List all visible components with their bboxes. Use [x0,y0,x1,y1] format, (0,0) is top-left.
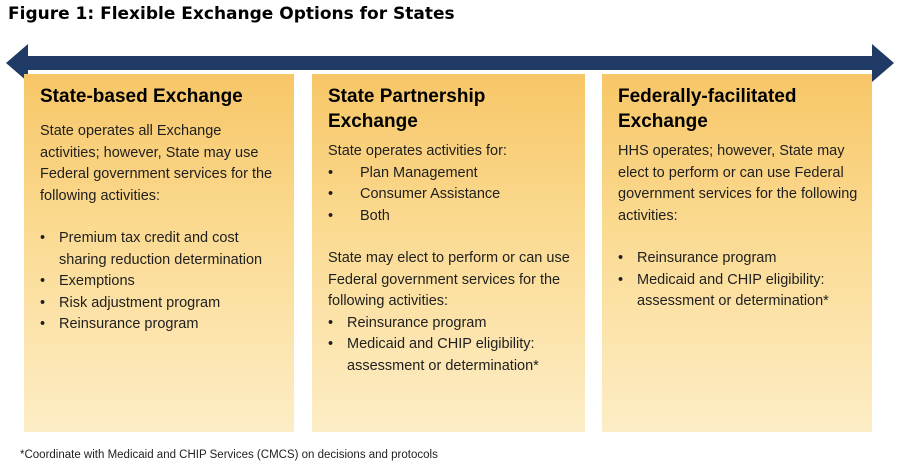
state-partnership-exchange-box [312,74,585,432]
list-item: • Risk adjustment program [40,293,282,315]
list-item: • Plan Management [328,163,573,185]
footnote: *Coordinate with Medicaid and CHIP Services (CMCS) on decisions and protocols [20,449,438,461]
list-item: • Medicaid and CHIP eligibility: assessment or determination* [618,270,860,313]
box-paragraph: State may elect to perform or can use Federal government services for the following activities: [328,250,570,309]
figure-title: Figure 1: Flexible Exchange Options for States [8,4,455,24]
activities-list [40,228,282,336]
list-item: • Reinsurance program [328,313,573,335]
federally-facilitated-exchange-box [602,74,872,432]
activities-list [328,313,573,378]
state-based-exchange-box [24,74,294,432]
list-item: • Exemptions [40,271,282,293]
activities-list [618,248,860,313]
options-list [328,163,573,228]
box-title: Federally-facilitated Exchange [618,86,797,132]
list-item: • Both [328,206,573,228]
list-item: • Consumer Assistance [328,184,573,206]
list-item: • Medicaid and CHIP eligibility: assessment or determination* [328,334,573,377]
box-intro: State operates all Exchange activities; however, State may use Federal government services for the following activities: [40,123,273,204]
box-title: State-based Exchange [40,86,243,107]
list-item: • Reinsurance program [618,248,860,270]
list-item: • Reinsurance program [40,314,282,336]
box-intro: HHS operates; however, State may elect to perform or can use Federal government services for the following activities: [618,143,858,224]
list-item: • Premium tax credit and cost sharing reduction determination [40,228,282,271]
box-intro: State operates activities for: [328,143,507,159]
box-title: State Partnership Exchange [328,86,486,132]
